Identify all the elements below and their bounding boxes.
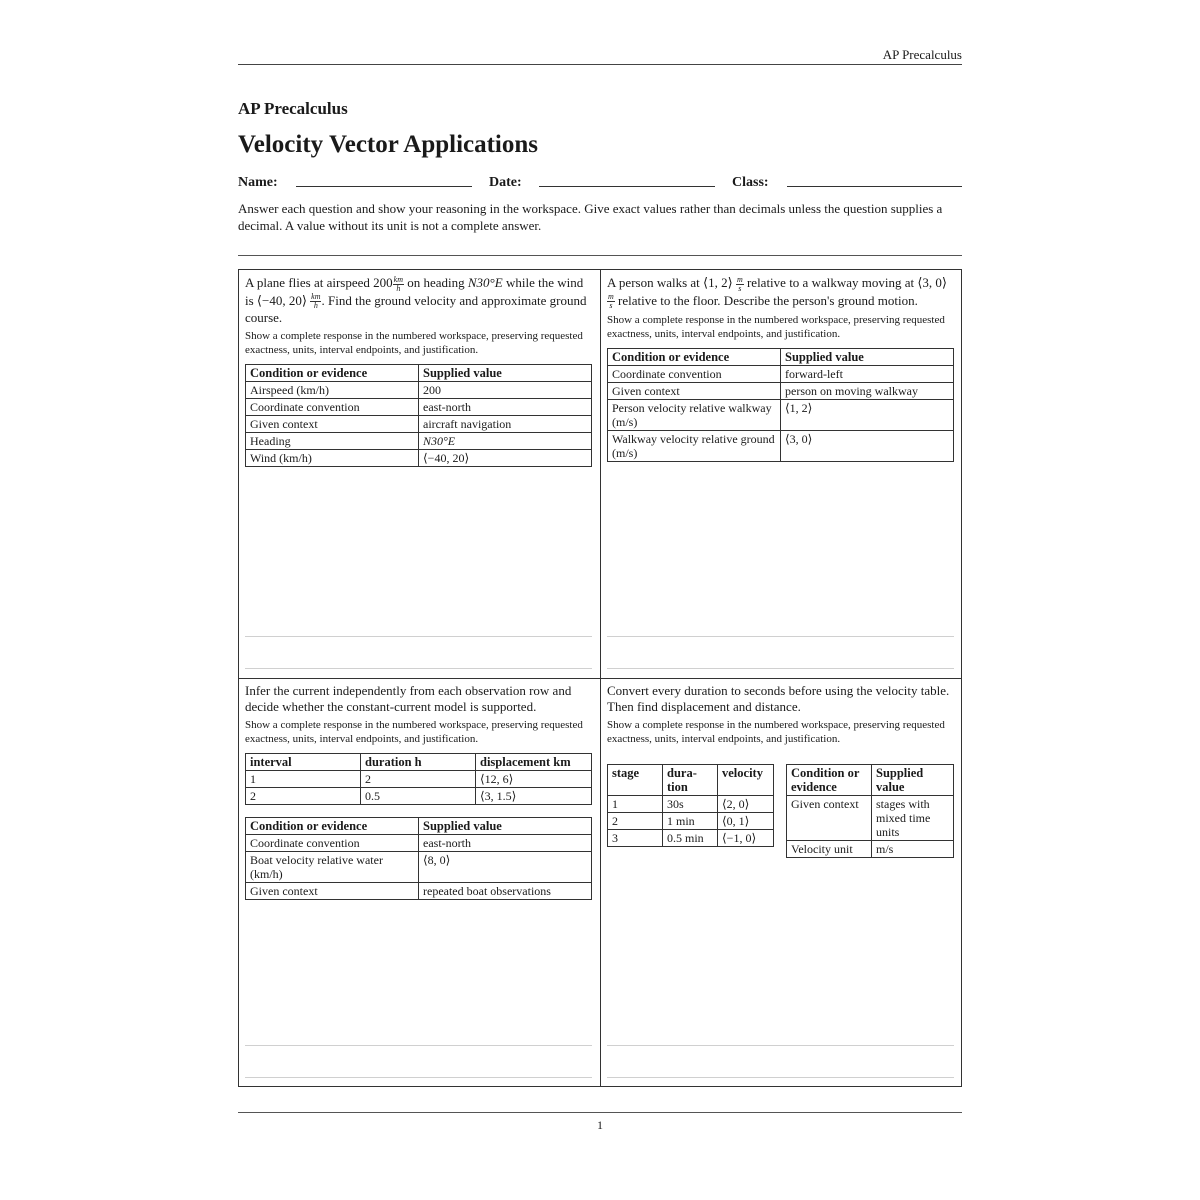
table-row: Given context repeated boat observations bbox=[246, 883, 592, 900]
table-row: Coordinate convention forward-left bbox=[608, 366, 954, 383]
q3-observation-table bbox=[245, 753, 592, 805]
unit-fraction: $\frac{km}{h}$ bbox=[311, 292, 321, 311]
instructions: Answer each question and show your reasoning in the workspace. Give exact values rather than decimals unless the question supplies a decimal. A value without its unit is not a complete answer. bbox=[238, 201, 943, 233]
q1-evidence-table bbox=[245, 364, 592, 467]
table-header: Supplied value bbox=[872, 765, 954, 796]
table-row: Given context stages with mixed time units bbox=[787, 796, 954, 841]
table-header: Condition or evidence bbox=[608, 349, 781, 366]
table-row: Velocity unit m/s bbox=[787, 841, 954, 858]
table-header: Supplied value bbox=[781, 349, 954, 366]
q2-prompt: A person walks at ⟨1, 2⟩ $\frac{m}{s}$ relative to a walkway moving at ⟨3, 0⟩ $\frac{m}{s}$ relative to the floor. Describe the person's ground motion. bbox=[607, 274, 948, 311]
q3-prompt: Infer the current independently from each observation row and decide whether the constant-current model is supported. bbox=[245, 683, 572, 714]
table-header: Supplied value bbox=[419, 818, 592, 835]
table-row: Coordinate convention east-north bbox=[246, 399, 592, 416]
date-field[interactable] bbox=[539, 186, 715, 187]
q4-response-note: Show a complete response in the numbered workspace, preserving requested exactness, units, interval endpoints, and justification. bbox=[607, 719, 945, 745]
q4-prompt: Convert every duration to seconds before using the velocity table. Then find displacement and distance. bbox=[607, 683, 950, 714]
question-3 bbox=[245, 683, 593, 900]
table-row: Given context aircraft navigation bbox=[246, 416, 592, 433]
q2-response-note: Show a complete response in the numbered workspace, preserving requested exactness, units, interval endpoints, and justification. bbox=[607, 314, 945, 341]
q3-workspace-line[interactable] bbox=[245, 1077, 592, 1078]
table-header: Condition or evidence bbox=[246, 818, 419, 835]
q4-evidence-table bbox=[786, 764, 954, 858]
name-label: Name: bbox=[238, 175, 278, 190]
class-label: Class: bbox=[732, 175, 769, 190]
table-row: 2 1 min ⟨0, 1⟩ bbox=[608, 813, 774, 830]
table-header: Supplied value bbox=[419, 365, 592, 382]
course-label: AP Precalculus bbox=[238, 99, 348, 118]
table-row: Airspeed (km/h) 200 bbox=[246, 382, 592, 399]
table-row: Person velocity relative walkway (m/s) ⟨1, 2⟩ bbox=[608, 400, 954, 431]
q3-workspace-line[interactable] bbox=[245, 1045, 592, 1046]
table-header: Condition or evidence bbox=[787, 765, 872, 796]
table-row: Given context person on moving walkway bbox=[608, 383, 954, 400]
class-field[interactable] bbox=[787, 186, 962, 187]
q1-workspace-line[interactable] bbox=[245, 636, 592, 637]
table-header: stage bbox=[608, 765, 663, 796]
table-row: Coordinate convention east-north bbox=[246, 835, 592, 852]
table-row: 3 0.5 min ⟨−1, 0⟩ bbox=[608, 830, 774, 847]
table-row: Boat velocity relative water (km/h) ⟨8, 0⟩ bbox=[246, 852, 592, 883]
q1-response-note: Show a complete response in the numbered workspace, preserving requested exactness, units, interval endpoints, and justification. bbox=[245, 330, 583, 357]
table-row: 1 30s ⟨2, 0⟩ bbox=[608, 796, 774, 813]
table-row: Walkway velocity relative ground (m/s) ⟨3, 0⟩ bbox=[608, 431, 954, 462]
q2-workspace-line[interactable] bbox=[607, 668, 954, 669]
table-row: 2 0.5 ⟨3, 1.5⟩ bbox=[246, 788, 592, 805]
footer-divider bbox=[238, 1112, 962, 1113]
q4-stage-table bbox=[607, 764, 774, 847]
table-header: Condition or evidence bbox=[246, 365, 419, 382]
grid-horizontal-divider bbox=[238, 678, 962, 679]
table-row: Heading N30°E bbox=[246, 433, 592, 450]
table-header: duration h bbox=[361, 754, 476, 771]
q3-response-note: Show a complete response in the numbered workspace, preserving requested exactness, units, interval endpoints, and justification. bbox=[245, 719, 583, 745]
table-row: Wind (km/h) ⟨−40, 20⟩ bbox=[246, 450, 592, 467]
question-4 bbox=[607, 683, 955, 856]
name-field[interactable] bbox=[296, 186, 472, 187]
date-label: Date: bbox=[489, 175, 522, 190]
q3-evidence-table bbox=[245, 817, 592, 900]
page-number: 1 bbox=[597, 1118, 603, 1132]
unit-fraction: $\frac{m}{s}$ bbox=[736, 274, 743, 293]
unit-fraction: $\frac{km}{h}$ bbox=[393, 274, 403, 293]
table-header: interval bbox=[246, 754, 361, 771]
question-2 bbox=[607, 275, 955, 462]
q4-workspace-line[interactable] bbox=[607, 1045, 954, 1046]
page-title: Velocity Vector Applications bbox=[238, 131, 539, 158]
header-divider bbox=[238, 255, 962, 256]
question-1 bbox=[245, 275, 593, 467]
q1-workspace-line[interactable] bbox=[245, 668, 592, 669]
q4-workspace-line[interactable] bbox=[607, 1077, 954, 1078]
unit-fraction: $\frac{m}{s}$ bbox=[608, 292, 614, 311]
q2-workspace-line[interactable] bbox=[607, 636, 954, 637]
table-header: velocity bbox=[718, 765, 774, 796]
q1-prompt: A plane flies at airspeed 200 $\frac{km}{h}$ on heading N30°E while the wind is ⟨−40, 20⟩ $\frac{km}{h}$ . Find the ground velocity and approximate ground course. bbox=[245, 274, 587, 326]
table-header: dura-tion bbox=[663, 765, 718, 796]
table-header: displacement km bbox=[476, 754, 592, 771]
q2-evidence-table bbox=[607, 348, 954, 462]
running-head: AP Precalculus bbox=[238, 47, 962, 65]
table-row: 1 2 ⟨12, 6⟩ bbox=[246, 771, 592, 788]
